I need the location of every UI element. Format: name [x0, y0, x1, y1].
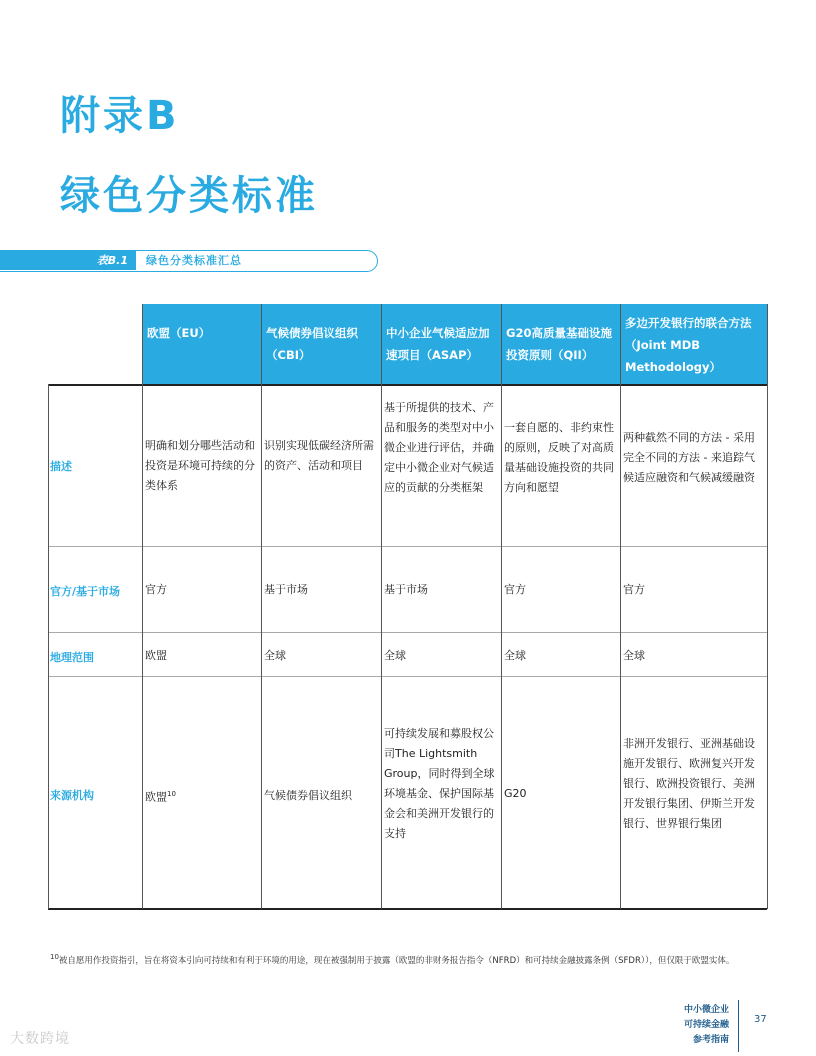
- table-caption: [0, 250, 378, 272]
- footer-line-3: 参考指南: [692, 1035, 729, 1045]
- table-caption-number: 表B.1: [0, 251, 136, 270]
- footnote-mark: 10: [50, 953, 59, 961]
- page-number: 37: [754, 1014, 767, 1025]
- cell-official-eu: 官方: [145, 583, 167, 596]
- cell-description-eu: 明确和划分哪些活动和投资是环境可持续的分类体系: [145, 439, 255, 492]
- footer-divider: [738, 1000, 739, 1052]
- cell-source-asap: 可持续发展和募股权公司The Lightsmith Group，同时得到全球环境基金、保护国际基金会和美洲开发银行的支持: [384, 727, 495, 840]
- table-rule: [48, 546, 767, 547]
- cell-official-cbi: 基于市场: [264, 583, 308, 596]
- cell-source-eu-text: 欧盟: [145, 790, 167, 804]
- table-rule: [48, 676, 767, 677]
- cell-scope-cbi: 全球: [264, 649, 286, 662]
- table-column-rule: [142, 304, 143, 909]
- cell-description-asap: 基于所提供的技术、产品和服务的类型对中小微企业进行评估，并确定中小微企业对气候适应的贡献的分类框架: [384, 401, 494, 494]
- cell-official-asap: 基于市场: [384, 583, 428, 596]
- appendix-title: 附录B: [60, 93, 180, 139]
- row-label-official-market: 官方/基于市场: [50, 585, 121, 598]
- table-column-rule: [261, 304, 262, 909]
- cell-source-cbi: 气候债券倡议组织: [264, 789, 352, 802]
- cell-source-eu: [145, 784, 259, 808]
- header-joint-mdb: 多边开发银行的联合方法（Joint MDB Methodology）: [625, 316, 752, 374]
- header-asap: 中小企业气候适应加速项目（ASAP）: [386, 326, 490, 362]
- footer-line-2: 可持续金融: [683, 1020, 729, 1030]
- cell-scope-eu: 欧盟: [145, 649, 167, 662]
- row-label-geographic-scope: 地理范围: [50, 651, 94, 664]
- appendix-subtitle: 绿色分类标准: [60, 173, 318, 219]
- cell-description-cbi: 识别实现低碳经济所需的资产、活动和项目: [264, 439, 374, 472]
- footnote: [50, 948, 770, 970]
- cell-description-joint-mdb: 两种截然不同的方法 - 采用完全不同的方法 - 来追踪气候适应融资和气候减缓融资: [623, 431, 755, 484]
- table-caption-text: 绿色分类标准汇总: [146, 254, 242, 267]
- cell-official-joint-mdb: 官方: [623, 583, 645, 596]
- header-eu: 欧盟（EU）: [147, 326, 211, 340]
- table-column-rule: [501, 304, 502, 909]
- cell-scope-asap: 全球: [384, 649, 406, 662]
- table-column-rule: [48, 384, 49, 909]
- footnote-text: 被自愿用作投资指引，旨在将资本引向可持续和有利于环境的用途，现在被强制用于披露（欧盟的非财务报告指令（NFRD）和可持续金融披露条例（SFDR）），但仅限于欧盟实体。: [58, 955, 735, 966]
- table-rule: [48, 908, 767, 910]
- footnote-reference: 10: [167, 790, 176, 798]
- cell-source-qii: G20: [504, 787, 527, 800]
- header-cbi: 气候债券倡议组织（CBI）: [266, 326, 358, 362]
- cell-scope-qii: 全球: [504, 649, 526, 662]
- footer-publication-title: [655, 1003, 729, 1048]
- cell-source-joint-mdb: 非洲开发银行、亚洲基础设施开发银行、欧洲复兴开发银行、欧洲投资银行、美洲开发银行集团、伊斯兰开发银行、世界银行集团: [623, 737, 755, 830]
- cell-description-qii: 一套自愿的、非约束性的原则，反映了对高质量基础设施投资的共同方向和愿望: [504, 421, 614, 494]
- footer-line-1: 中小微企业: [683, 1005, 729, 1015]
- row-label-description: 描述: [50, 460, 72, 473]
- table-rule: [48, 384, 767, 386]
- table-column-rule: [620, 304, 621, 909]
- row-label-source-institution: 来源机构: [50, 789, 94, 802]
- cell-official-qii: 官方: [504, 583, 526, 596]
- header-qii: G20高质量基础设施投资原则（QII）: [506, 326, 612, 362]
- table-column-rule: [381, 304, 382, 909]
- watermark: 大数跨境: [10, 1031, 70, 1047]
- table-rule: [48, 632, 767, 633]
- cell-scope-joint-mdb: 全球: [623, 649, 645, 662]
- table-column-rule: [767, 304, 768, 909]
